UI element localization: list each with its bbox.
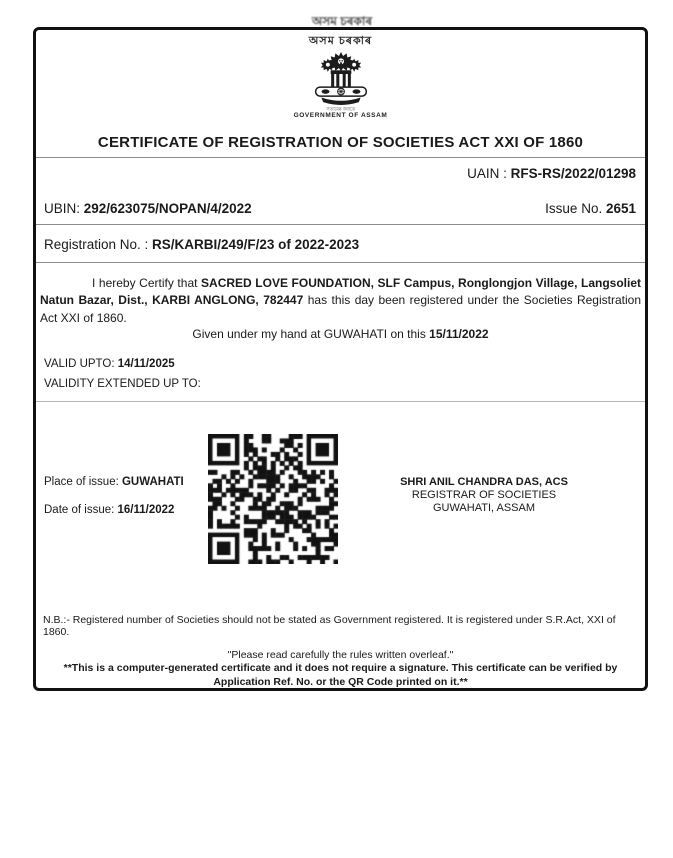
certify-suffix: has this day been registered under the Societies Registration Act XXI of 1860.: [40, 293, 641, 325]
uain-value: RFS-RS/2022/01298: [510, 166, 636, 181]
divider-title: [36, 157, 645, 158]
uain-row: [467, 166, 636, 181]
valid-upto-label: VALID UPTO:: [44, 358, 118, 370]
date-of-issue-row: [44, 504, 174, 516]
given-under-hand-line: [36, 327, 645, 341]
issue-no-label: Issue No.: [545, 201, 606, 216]
validity-extended-row: VALIDITY EXTENDED UP TO:: [44, 378, 201, 390]
ubin-field: [44, 201, 252, 216]
registration-value: RS/KARBI/249/F/23 of 2022-2023: [152, 237, 360, 252]
ubin-label: UBIN:: [44, 201, 84, 216]
assam-government-assamese-text: অসম চৰকাৰ: [308, 35, 373, 47]
divider-registration: [36, 262, 645, 263]
overleaf-note: "Please read carefully the rules written overleaf.": [227, 649, 454, 661]
qr-code: [208, 434, 338, 564]
divider-ubin: [36, 224, 645, 225]
ashoka-emblem-icon: [303, 52, 379, 112]
valid-upto-row: [44, 358, 175, 370]
ubin-row: [44, 201, 636, 216]
valid-upto-value: 14/11/2025: [117, 358, 175, 370]
given-date: 15/11/2022: [429, 327, 489, 341]
nb-note: N.B.:- Registered number of Societies should not be stated as Government registered. It is registered under S.R.Act, XXI of 1860.: [43, 614, 616, 638]
society-details: SACRED LOVE FOUNDATION, SLF Campus, Ronglongjon Village, Langsoliet Natun Bazar, Dist., KARBI ANGLONG, 782447: [40, 276, 641, 308]
certificate-title: CERTIFICATE OF REGISTRATION OF SOCIETIES ACT XXI OF 1860: [97, 134, 584, 151]
uain-label: UAIN :: [467, 166, 511, 181]
given-prefix: Given under my hand at GUWAHATI on this: [192, 327, 430, 341]
registrar-title: REGISTRAR OF SOCIETIES: [411, 488, 557, 501]
registrar-signature-block: [374, 476, 594, 515]
emblem-block: [36, 32, 645, 119]
issue-no-value: 2651: [605, 201, 636, 216]
certify-prefix: I hereby Certify that: [92, 276, 202, 290]
divider-validity: [36, 401, 645, 402]
certify-paragraph: [40, 275, 641, 327]
registration-row: [44, 237, 359, 252]
place-of-issue-row: [44, 476, 184, 488]
scan-artifact-text: অসম চৰকাৰ: [311, 14, 373, 26]
ubin-value: 292/623075/NOPAN/4/2022: [83, 201, 252, 216]
computer-generated-note: **This is a computer-generated certificate and it does not require a signature. This certificate can be verified by Application Ref. No. or the QR Code printed on it.**: [63, 662, 618, 688]
registrar-name: SHRI ANIL CHANDRA DAS, ACS: [400, 476, 568, 488]
registration-label: Registration No. :: [44, 237, 153, 252]
date-of-issue-value: 16/11/2022: [117, 504, 175, 516]
date-of-issue-label: Date of issue:: [44, 504, 118, 516]
government-of-assam-label: GOVERNMENT OF ASSAM: [293, 112, 388, 119]
place-of-issue-value: GUWAHATI: [121, 476, 184, 488]
certificate-frame: [33, 27, 648, 691]
place-of-issue-label: Place of issue:: [44, 476, 122, 488]
registrar-place: GUWAHATI, ASSAM: [432, 501, 536, 514]
emblem-motto-text: সত্যমেৱ জয়তে: [326, 106, 355, 112]
issue-no-field: [545, 201, 636, 216]
